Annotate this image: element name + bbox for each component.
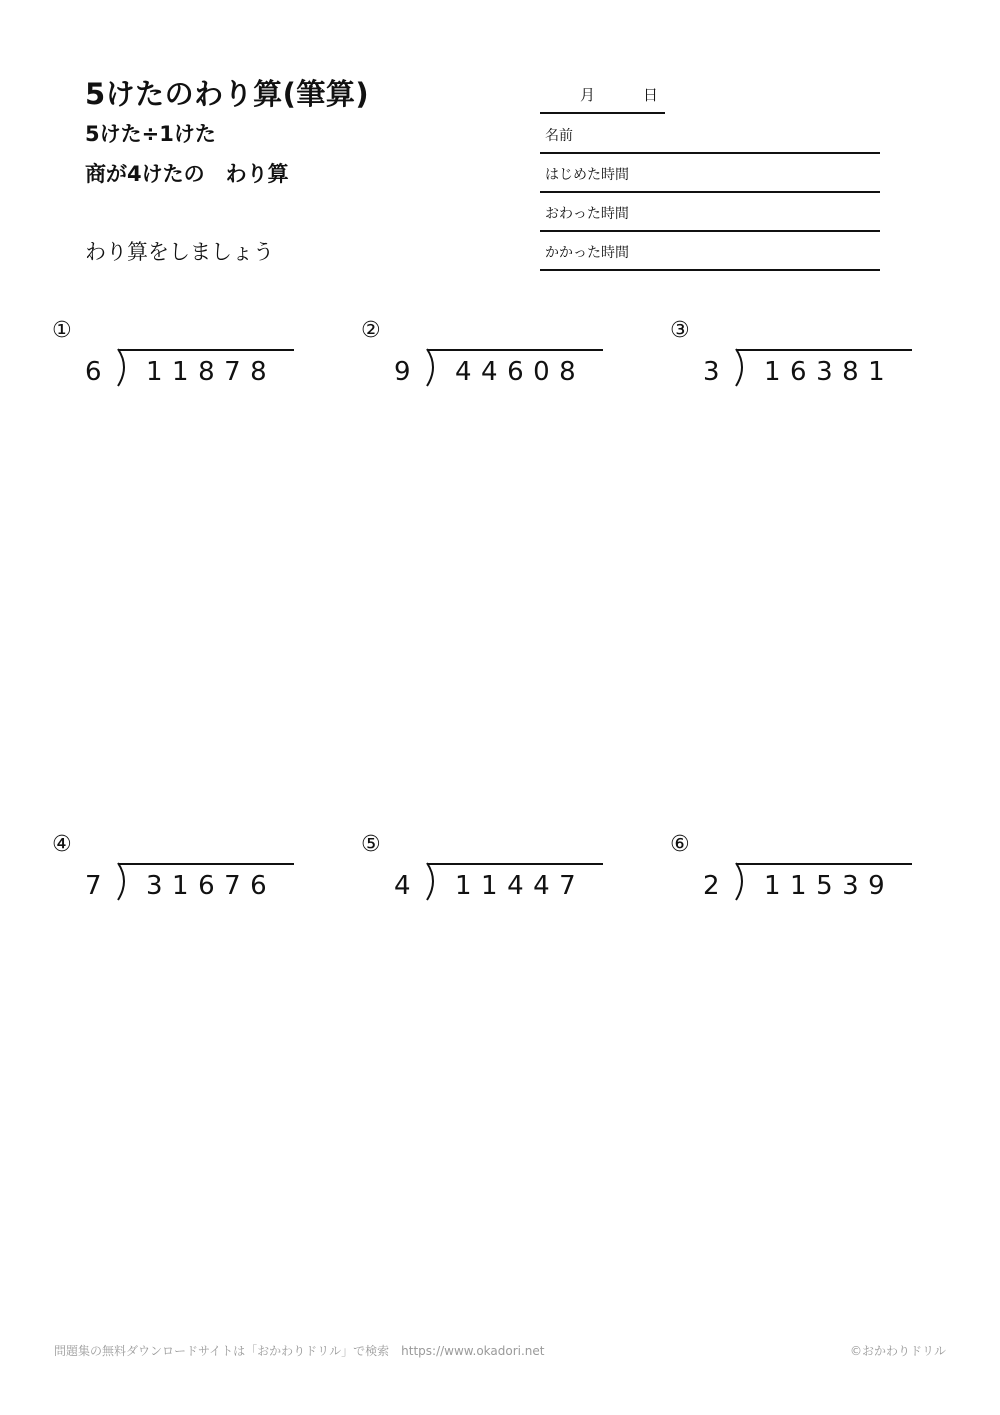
dividend: 31676 [146, 871, 277, 901]
division-problem-1 [52, 318, 332, 398]
problem-number: ⑤ [361, 832, 381, 857]
dividend: 44608 [455, 357, 586, 387]
divisor: 4 [394, 871, 411, 901]
name-field[interactable] [540, 114, 880, 154]
division-problem-3 [670, 318, 950, 398]
divisor: 2 [703, 871, 720, 901]
elapsed-time-field[interactable] [540, 231, 880, 271]
division-problem-2 [361, 318, 641, 398]
divisor: 7 [85, 871, 102, 901]
problem-number: ③ [670, 318, 690, 343]
dividend: 16381 [764, 357, 895, 387]
footer-site-link[interactable]: 問題集の無料ダウンロードサイトは「おかわりドリル」で検索 https://www.okadori.net [54, 1344, 545, 1358]
divisor: 3 [703, 357, 720, 387]
date-field[interactable] [540, 82, 665, 114]
instruction-text: わり算をしましょう [85, 240, 274, 264]
end-time-label: おわった時間 [545, 206, 629, 222]
worksheet-title: 5けたのわり算(筆算) [85, 77, 370, 111]
name-label: 名前 [545, 128, 573, 144]
footer-copyright: ©おかわりドリル [850, 1344, 947, 1358]
worksheet-subtitle: 5けた÷1けた [85, 122, 216, 146]
problem-number: ① [52, 318, 72, 343]
elapsed-time-label: かかった時間 [545, 245, 629, 261]
divisor: 9 [394, 357, 411, 387]
dividend: 11878 [146, 357, 277, 387]
dividend: 11447 [455, 871, 586, 901]
day-label: 日 [643, 86, 659, 104]
division-problem-4 [52, 832, 332, 912]
problem-number: ④ [52, 832, 72, 857]
start-time-field[interactable] [540, 153, 880, 193]
month-label: 月 [580, 86, 596, 104]
problem-number: ② [361, 318, 381, 343]
end-time-field[interactable] [540, 192, 880, 232]
divisor: 6 [85, 357, 102, 387]
division-problem-6 [670, 832, 950, 912]
problem-number: ⑥ [670, 832, 690, 857]
worksheet-subtitle-quotient: 商が4けたの わり算 [85, 162, 289, 186]
start-time-label: はじめた時間 [545, 167, 629, 183]
division-problem-5 [361, 832, 641, 912]
dividend: 11539 [764, 871, 895, 901]
